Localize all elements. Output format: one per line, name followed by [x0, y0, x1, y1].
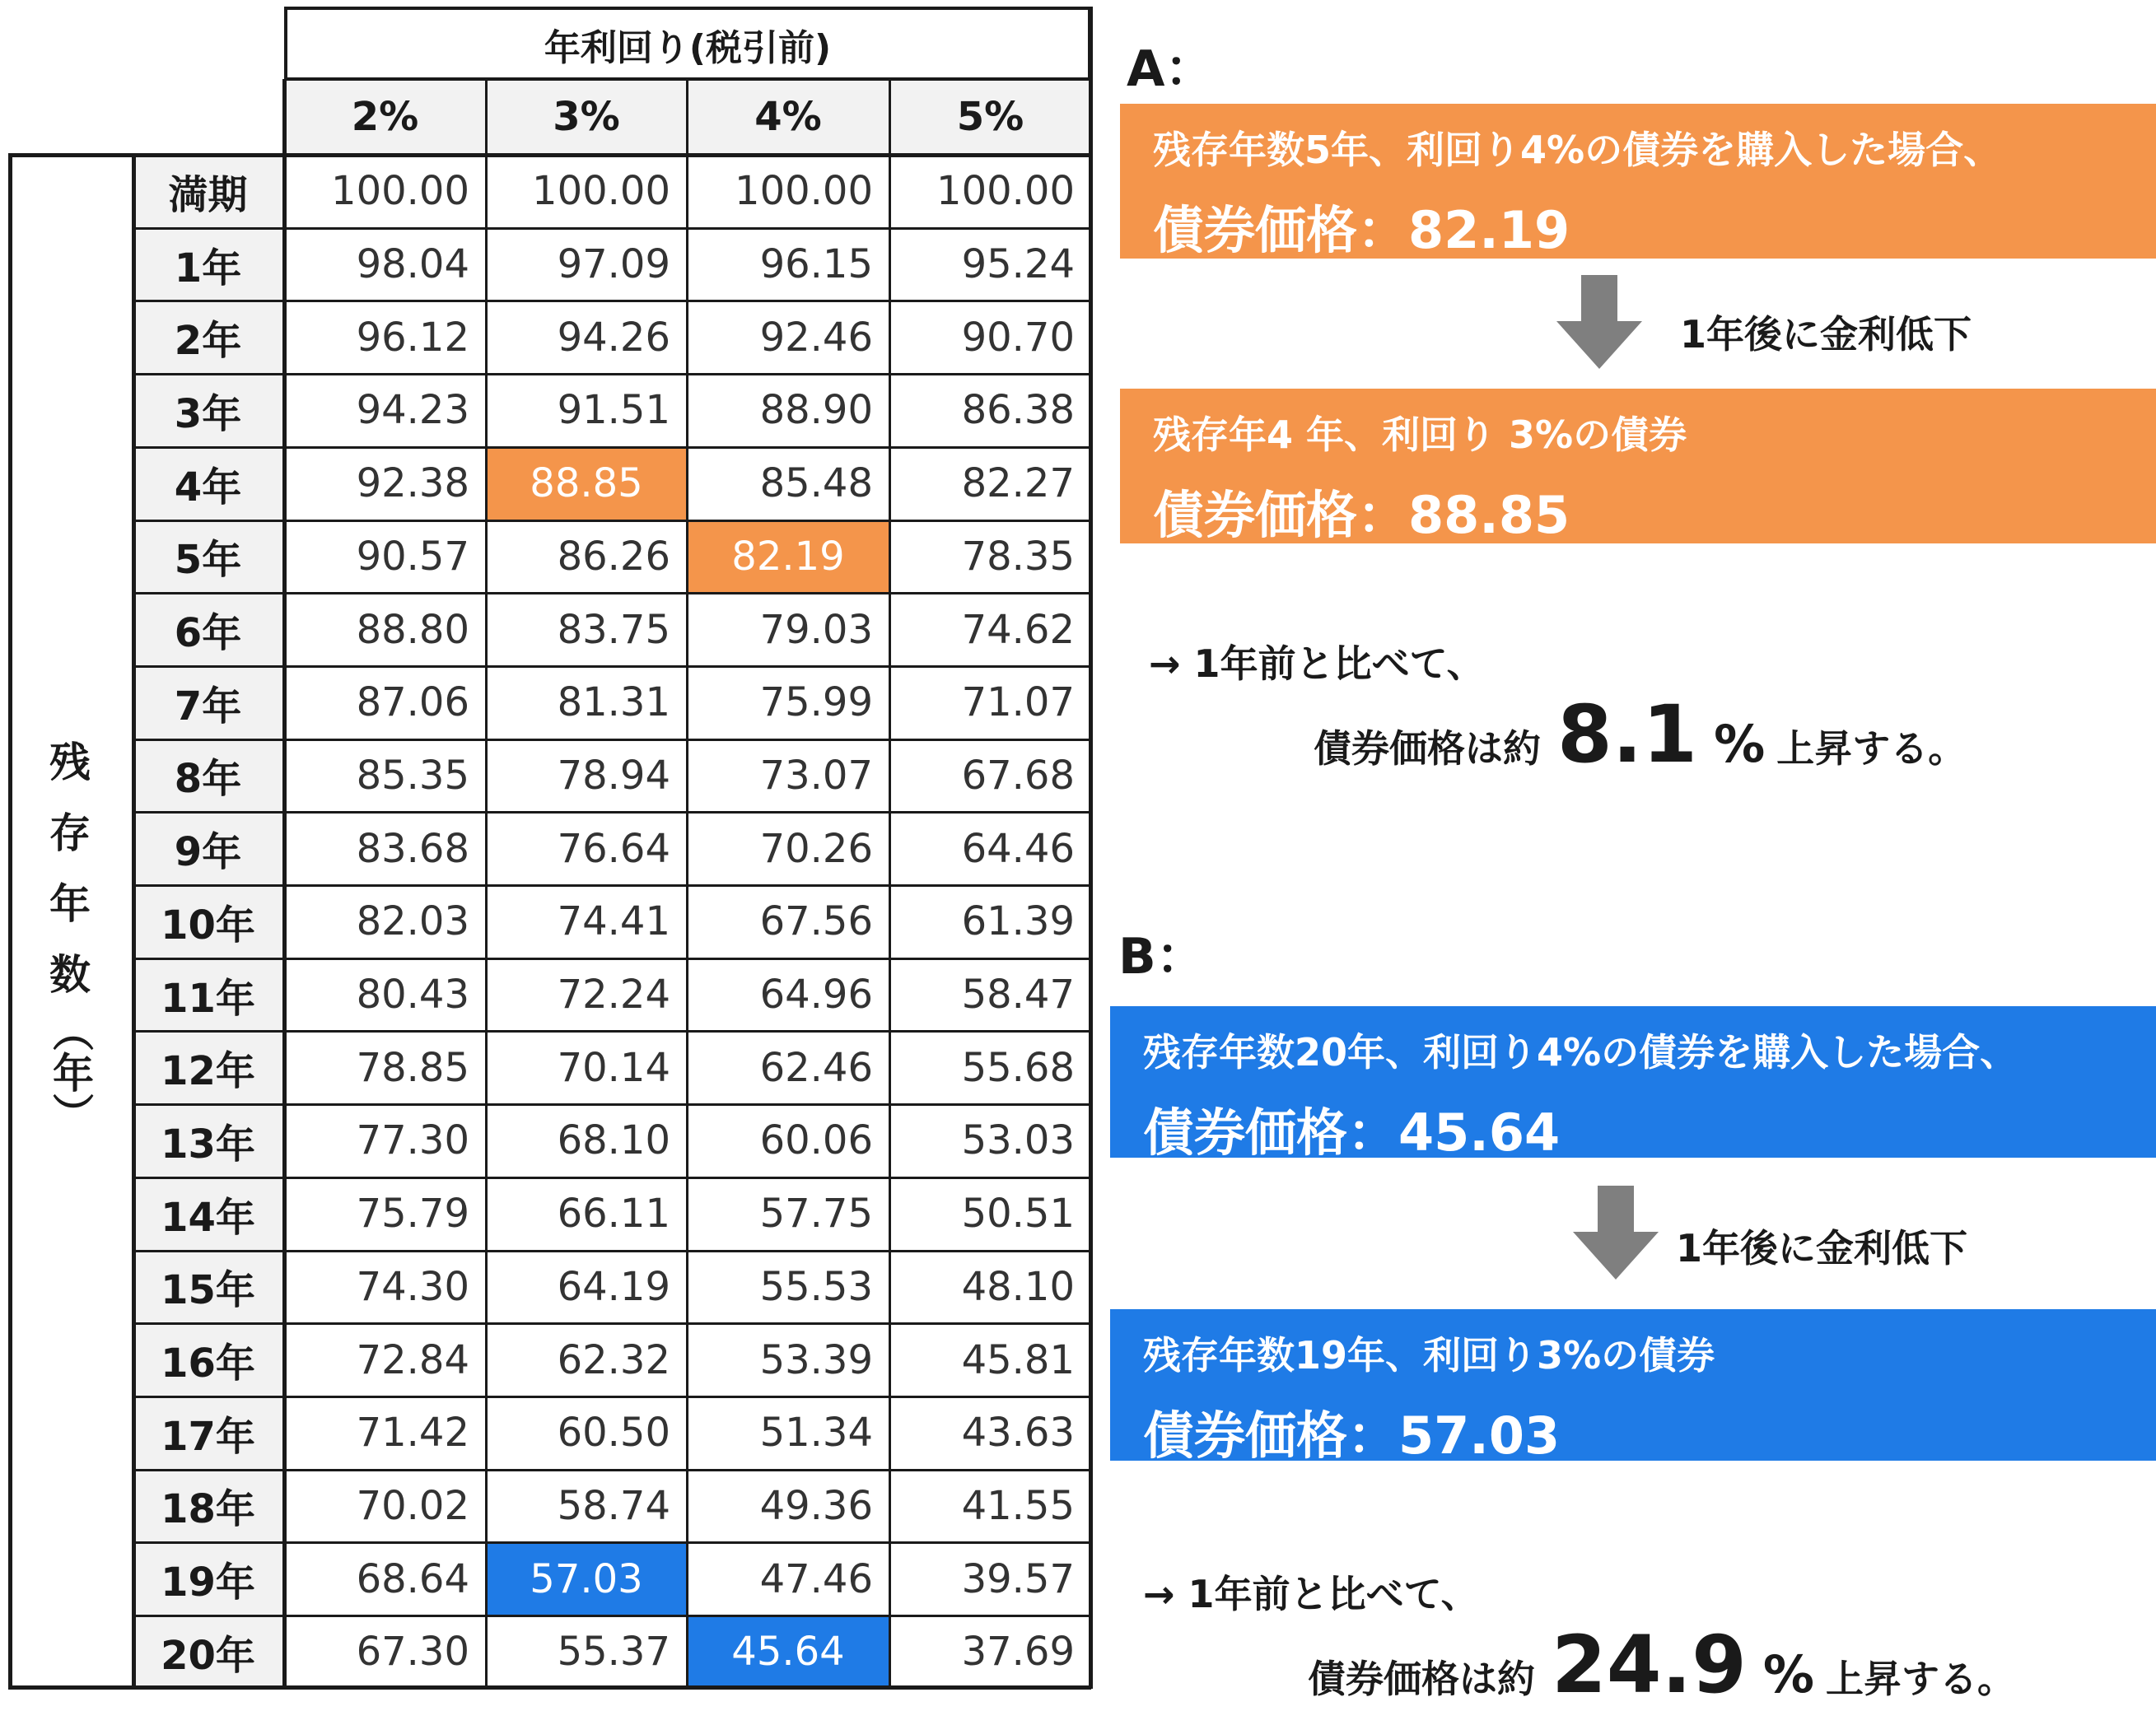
highlighted-price-cell: 88.85	[486, 447, 687, 520]
price-cell: 70.14	[557, 1044, 670, 1091]
price-cell: 92.46	[759, 314, 873, 361]
down-arrow-icon	[1556, 275, 1642, 369]
price-cell: 67.56	[759, 898, 873, 945]
price-cell: 67.68	[961, 752, 1075, 799]
column-header: 3%	[486, 79, 687, 155]
table-gridline	[132, 227, 1091, 230]
price-cell: 78.35	[961, 533, 1075, 580]
price-cell: 86.38	[961, 387, 1075, 434]
price-cell: 81.31	[557, 679, 670, 726]
table-gridline	[132, 1177, 1091, 1179]
price-cell: 85.35	[356, 752, 469, 799]
highlighted-price-cell: 57.03	[486, 1542, 687, 1615]
price-cell: 70.26	[759, 825, 873, 872]
highlighted-price-cell: 45.64	[687, 1615, 889, 1689]
price-cell: 58.47	[961, 972, 1075, 1019]
price-cell: 72.84	[356, 1336, 469, 1383]
price-cell: 45.81	[961, 1336, 1075, 1383]
price-cell: 75.99	[759, 679, 873, 726]
price-cell: 68.10	[557, 1117, 670, 1164]
section-b-purchase-box	[1110, 1006, 2156, 1163]
table-gridline	[8, 153, 1091, 157]
section-a-arrow-label: 1年後に金利低下	[1680, 312, 1972, 357]
highlighted-price-cell: 82.19	[687, 520, 889, 594]
table-gridline	[132, 884, 1091, 887]
price-cell: 85.48	[759, 460, 873, 507]
price-cell: 76.64	[557, 825, 670, 872]
section-b-conclusion	[1143, 1564, 2015, 1711]
price-cell: 92.38	[356, 460, 469, 507]
section-b-purchase-price: 債券価格：45.64	[1143, 1103, 1561, 1163]
table-header-title: 年利回り(税引前)	[284, 7, 1091, 79]
price-cell: 98.04	[356, 241, 469, 288]
price-cell: 71.42	[356, 1410, 469, 1457]
table-gridline	[132, 373, 1091, 375]
row-axis-label	[8, 155, 132, 1706]
price-cell: 83.75	[557, 606, 670, 653]
price-cell: 88.80	[356, 606, 469, 653]
row-label: 7年	[132, 666, 284, 739]
price-cell: 88.90	[759, 387, 873, 434]
table-gridline	[132, 446, 1091, 449]
price-cell: 74.30	[356, 1263, 469, 1310]
table-gridline	[132, 155, 136, 1689]
price-cell: 82.03	[356, 898, 469, 945]
table-gridline	[132, 1030, 1091, 1033]
section-a-purchase-box	[1120, 104, 2156, 259]
section-a-purchase-text: 残存年数5年、利回り4%の債券を購入した場合、	[1153, 128, 2002, 172]
section-a-conclusion-value: 8.1	[1557, 688, 1698, 781]
section-a-conclusion-line1: → 1年前と比べて、	[1149, 641, 1485, 686]
price-cell: 50.51	[961, 1191, 1075, 1238]
table-gridline	[1089, 7, 1093, 1689]
section-b-conclusion-percent: %	[1762, 1644, 1814, 1704]
price-cell: 87.06	[356, 679, 469, 726]
price-cell: 48.10	[961, 1263, 1075, 1310]
price-cell: 60.06	[759, 1117, 873, 1164]
table-gridline	[132, 1250, 1091, 1252]
row-label: 20年	[132, 1615, 284, 1689]
price-cell: 90.57	[356, 533, 469, 580]
price-cell: 82.27	[961, 460, 1075, 507]
row-label: 18年	[132, 1470, 284, 1543]
price-cell: 55.37	[557, 1629, 670, 1676]
price-cell: 67.30	[356, 1629, 469, 1676]
price-cell: 73.07	[759, 752, 873, 799]
price-cell: 96.12	[356, 314, 469, 361]
price-cell: 49.36	[759, 1482, 873, 1529]
table-gridline	[132, 811, 1091, 814]
price-cell: 78.94	[557, 752, 670, 799]
table-gridline	[132, 1396, 1091, 1398]
row-label: 4年	[132, 447, 284, 520]
price-cell: 100.00	[331, 168, 469, 215]
price-cell: 72.24	[557, 972, 670, 1019]
price-cell: 94.26	[557, 314, 670, 361]
price-cell: 77.30	[356, 1117, 469, 1164]
price-cell: 68.64	[356, 1555, 469, 1602]
down-arrow-icon	[1573, 1186, 1659, 1280]
price-cell: 80.43	[356, 972, 469, 1019]
section-b-after-box	[1110, 1309, 2156, 1466]
table-gridline	[132, 1469, 1091, 1471]
price-cell: 43.63	[961, 1410, 1075, 1457]
section-b-after-price: 債券価格：57.03	[1143, 1406, 1561, 1466]
price-cell: 41.55	[961, 1482, 1075, 1529]
section-b-conclusion-line1: → 1年前と比べて、	[1143, 1572, 1479, 1616]
table-gridline	[132, 1103, 1091, 1106]
table-gridline	[132, 520, 1091, 522]
section-b-conclusion-prefix: 債券価格は約	[1308, 1657, 1535, 1701]
price-cell: 60.50	[557, 1410, 670, 1457]
price-cell: 53.03	[961, 1117, 1075, 1164]
section-a-conclusion-percent: %	[1714, 714, 1766, 774]
price-cell: 86.26	[557, 533, 670, 580]
table-gridline	[132, 958, 1091, 960]
section-a-after-box	[1120, 389, 2156, 543]
section-a-conclusion-suffix: 上昇する。	[1776, 726, 1967, 771]
section-a-purchase-price: 債券価格：82.19	[1153, 200, 1570, 260]
table-gridline	[132, 592, 1091, 594]
section-b-conclusion-value: 24.9	[1552, 1619, 1747, 1711]
table-gridline	[284, 77, 1091, 81]
table-gridline	[132, 300, 1091, 302]
row-axis-char: 年	[49, 880, 91, 928]
price-cell: 47.46	[759, 1555, 873, 1602]
price-cell: 70.02	[356, 1482, 469, 1529]
price-cell: 94.23	[356, 387, 469, 434]
price-cell: 66.11	[557, 1191, 670, 1238]
price-cell: 96.15	[759, 241, 873, 288]
section-a-conclusion-prefix: 債券価格は約	[1314, 726, 1541, 771]
row-label: 19年	[132, 1542, 284, 1615]
price-cell: 74.62	[961, 606, 1075, 653]
row-axis-char: 数	[49, 951, 91, 999]
section-b-label: B：	[1118, 928, 1206, 986]
row-label: 12年	[132, 1031, 284, 1104]
section-a-after-text: 残存年4 年、利回り 3%の債券	[1153, 413, 1687, 457]
row-label: 17年	[132, 1396, 284, 1470]
row-label: 2年	[132, 301, 284, 374]
price-cell: 62.32	[557, 1336, 670, 1383]
row-label: 満期	[132, 155, 284, 228]
table-gridline	[132, 1322, 1091, 1325]
price-cell: 83.68	[356, 825, 469, 872]
row-label: 16年	[132, 1323, 284, 1396]
row-label: 10年	[132, 885, 284, 958]
price-cell: 55.53	[759, 1263, 873, 1310]
row-label: 3年	[132, 374, 284, 447]
price-cell: 90.70	[961, 314, 1075, 361]
section-a-label: A：	[1127, 40, 1215, 98]
price-cell: 100.00	[735, 168, 873, 215]
row-axis-char: 残	[49, 739, 91, 786]
table-gridline	[132, 1541, 1091, 1544]
table-gridline	[8, 1685, 1091, 1690]
row-label: 1年	[132, 228, 284, 301]
column-header: 2%	[284, 79, 486, 155]
section-a-conclusion	[1149, 634, 1966, 781]
price-cell: 79.03	[759, 606, 873, 653]
section-b-after-text: 残存年数19年、利回り3%の債券	[1143, 1333, 1715, 1378]
price-cell: 37.69	[961, 1629, 1075, 1676]
price-cell: 97.09	[557, 241, 670, 288]
price-cell: 53.39	[759, 1336, 873, 1383]
price-cell: 91.51	[557, 387, 670, 434]
row-label: 15年	[132, 1251, 284, 1324]
row-label: 13年	[132, 1104, 284, 1177]
row-label: 9年	[132, 812, 284, 885]
row-label: 6年	[132, 593, 284, 666]
price-cell: 61.39	[961, 898, 1075, 945]
price-cell: 75.79	[356, 1191, 469, 1238]
table-gridline	[132, 739, 1091, 741]
price-cell: 58.74	[557, 1482, 670, 1529]
price-cell: 74.41	[557, 898, 670, 945]
row-label: 14年	[132, 1177, 284, 1251]
row-label: 8年	[132, 739, 284, 813]
table-gridline	[132, 665, 1091, 668]
price-cell: 95.24	[961, 241, 1075, 288]
price-cell: 39.57	[961, 1555, 1075, 1602]
table-gridline	[132, 1615, 1091, 1617]
column-header: 5%	[889, 79, 1091, 155]
price-cell: 64.19	[557, 1263, 670, 1310]
table-gridline	[8, 155, 12, 1689]
price-cell: 64.46	[961, 825, 1075, 872]
price-cell: 62.46	[759, 1044, 873, 1091]
row-axis-char: 存	[49, 809, 91, 857]
row-label: 5年	[132, 520, 284, 594]
row-label: 11年	[132, 958, 284, 1032]
price-cell: 55.68	[961, 1044, 1075, 1091]
section-a-after-price: 債券価格：88.85	[1153, 485, 1570, 545]
section-b-purchase-text: 残存年数20年、利回り4%の債券を購入した場合、	[1143, 1030, 2018, 1075]
section-b-conclusion-suffix: 上昇する。	[1825, 1657, 2015, 1701]
price-cell: 57.75	[759, 1191, 873, 1238]
price-cell: 78.85	[356, 1044, 469, 1091]
row-axis-char: （年）	[46, 1010, 94, 1134]
section-b-arrow-label: 1年後に金利低下	[1676, 1226, 1968, 1270]
price-cell: 100.00	[532, 168, 670, 215]
price-cell: 100.00	[936, 168, 1075, 215]
column-header: 4%	[687, 79, 889, 155]
price-cell: 64.96	[759, 972, 873, 1019]
price-cell: 51.34	[759, 1410, 873, 1457]
price-cell: 71.07	[961, 679, 1075, 726]
